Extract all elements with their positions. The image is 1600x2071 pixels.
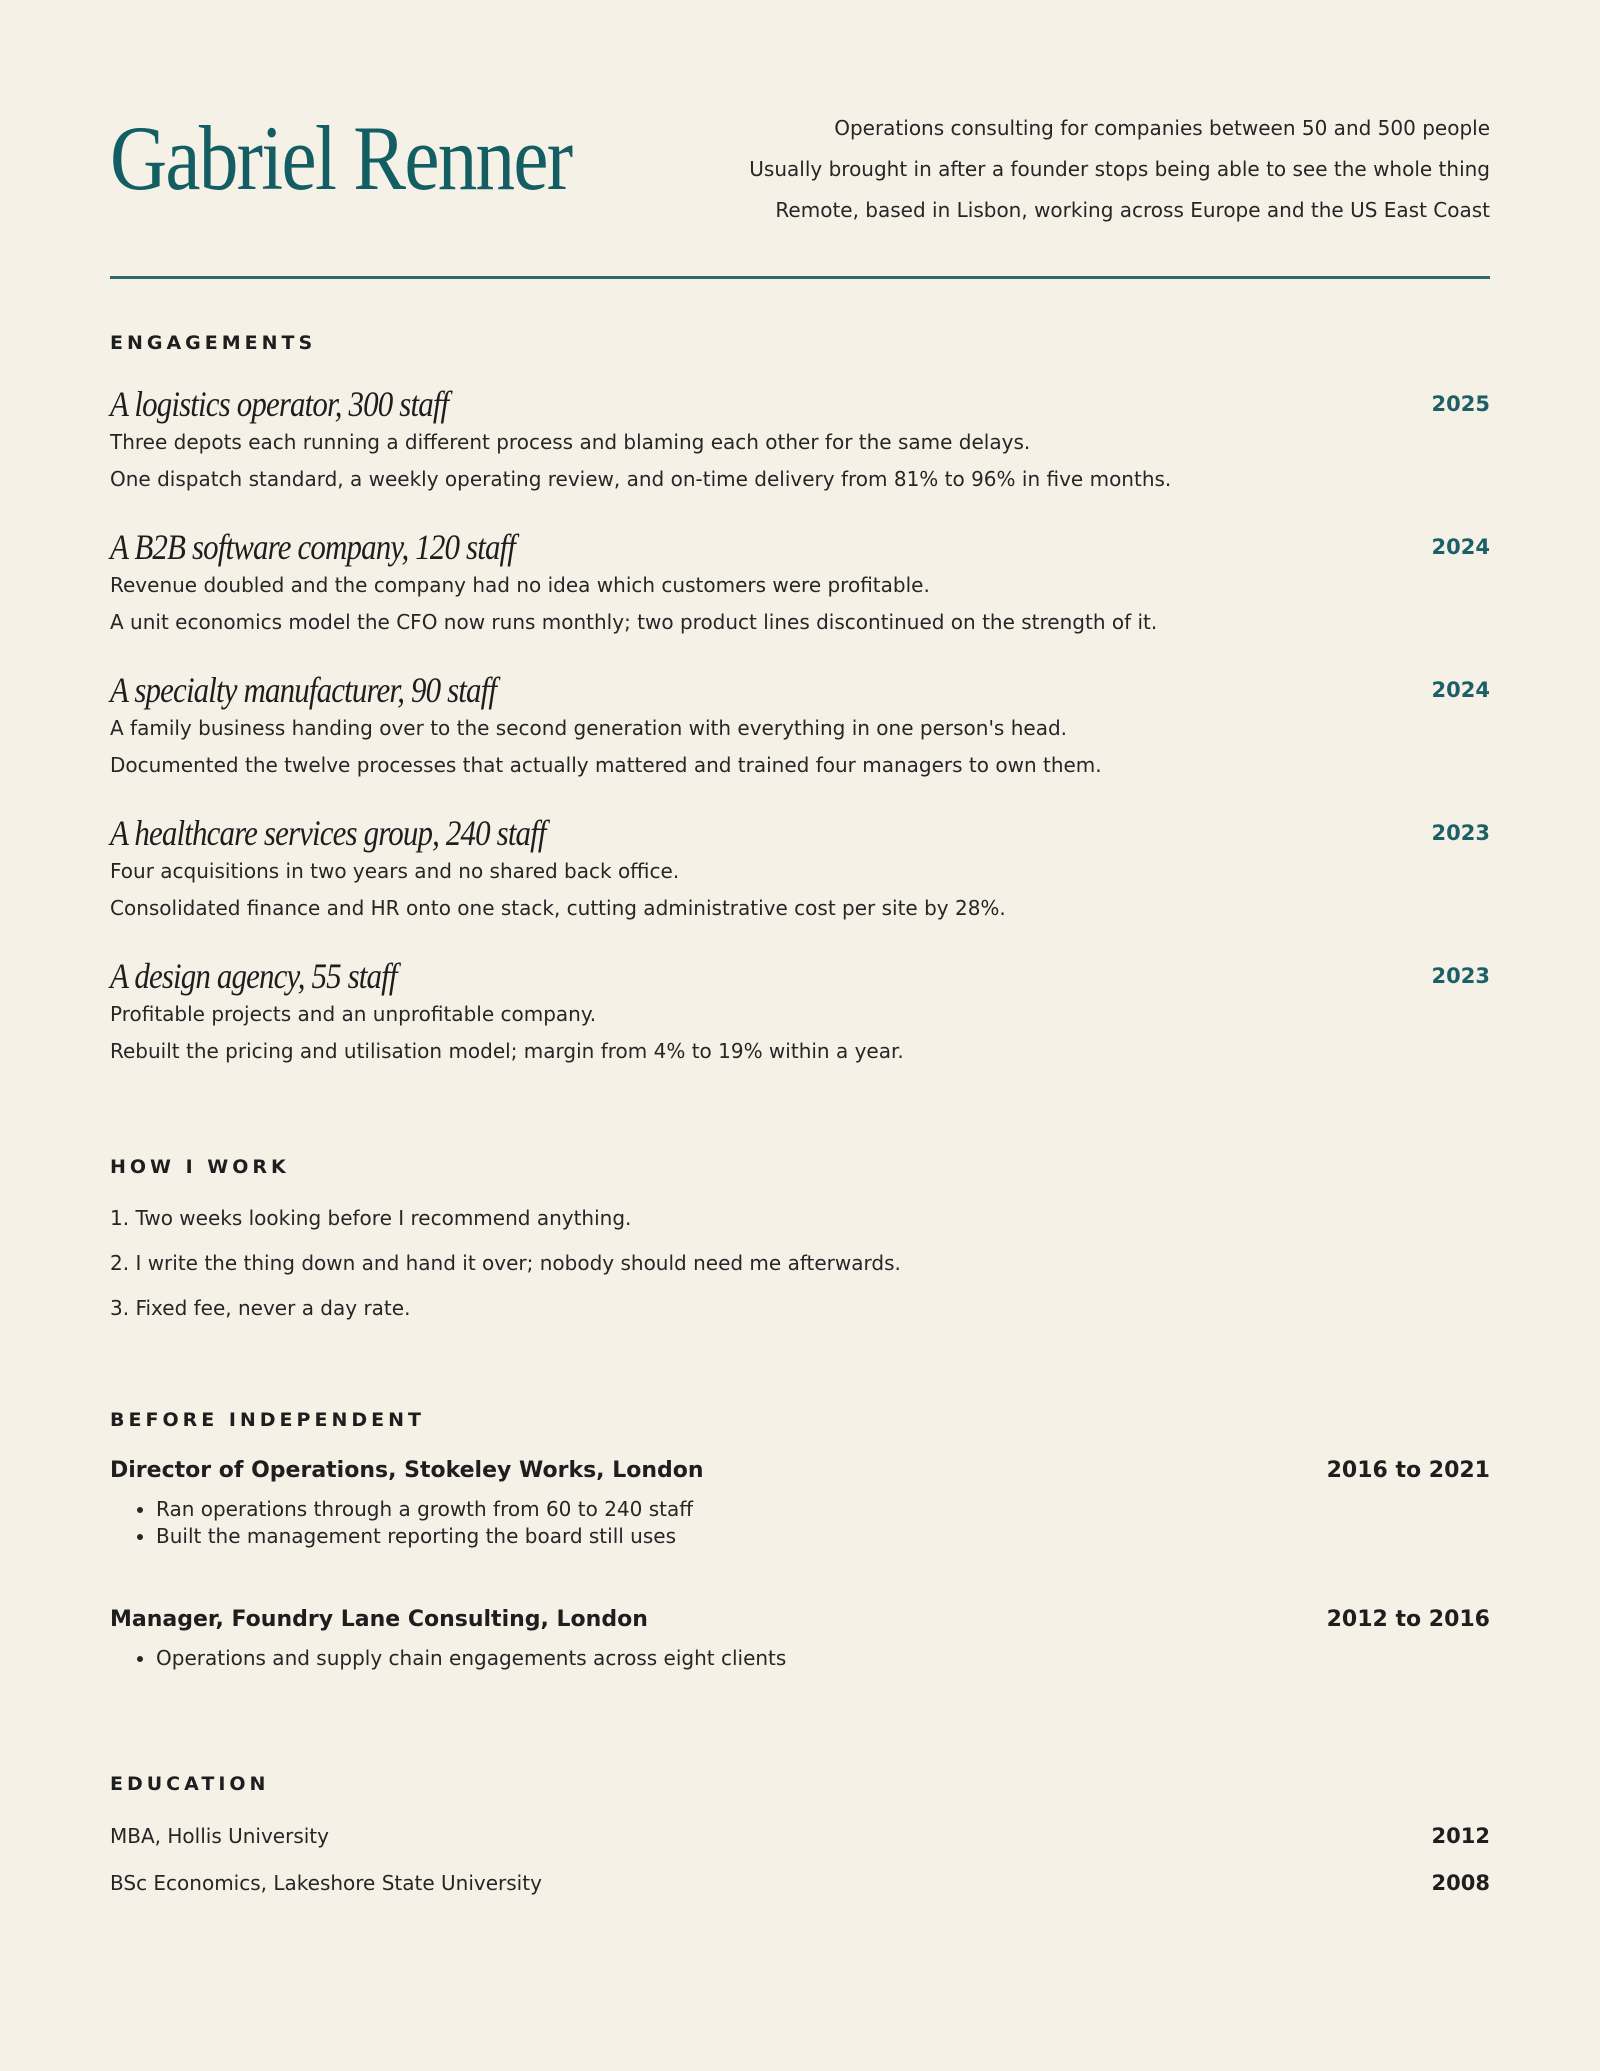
education-heading: EDUCATION [110,1773,270,1795]
job-dates: 2016 to 2021 [1326,1458,1490,1483]
job-bullet: • Operations and supply chain engagements across eight clients [156,1645,1490,1672]
header-divider [110,276,1490,279]
tagline-line: Operations consulting for companies between 50 and 500 people [834,116,1490,140]
engagement-title: A logistics operator, 300 staff [110,384,449,424]
engagement-year: 2023 [1431,821,1490,845]
engagements-heading: ENGAGEMENTS [110,332,317,354]
education-year: 2012 [1431,1824,1490,1848]
engagement-result: Consolidated finance and HR onto one stack, cutting administrative cost per site by 28%. [110,896,1006,920]
education-entry [110,1821,1490,1851]
engagement-year: 2023 [1431,964,1490,988]
engagement-item [110,384,1490,498]
engagement-item [110,956,1490,1070]
engagement-item [110,670,1490,784]
engagement-item [110,527,1490,641]
job-bullets [110,1496,1490,1550]
tagline [749,108,1490,231]
job-entry [110,1456,1490,1550]
engagement-result: One dispatch standard, a weekly operating review, and on-time delivery from 81% to 96% in five months. [110,467,1172,491]
how-i-work-heading: HOW I WORK [110,1156,290,1178]
engagement-problem: Four acquisitions in two years and no shared back office. [110,859,680,883]
job-bullets [110,1645,1490,1672]
engagement-title: A design agency, 55 staff [110,956,397,996]
education-degree: MBA, Hollis University [110,1824,329,1848]
education-degree: BSc Economics, Lakeshore State University [110,1871,542,1895]
education-year: 2008 [1431,1871,1490,1895]
engagement-year: 2024 [1431,678,1490,702]
engagement-title: A healthcare services group, 240 staff [110,813,546,853]
engagement-title: A specialty manufacturer, 90 staff [110,670,497,710]
engagement-problem: A family business handing over to the second generation with everything in one person's head. [110,716,1068,740]
tagline-line: Usually brought in after a founder stops being able to see the whole thing [749,157,1490,181]
work-principle: 2. I write the thing down and hand it over; nobody should need me afterwards. [110,1251,901,1275]
tagline-line: Remote, based in Lisbon, working across Europe and the US East Coast [775,198,1490,222]
engagement-problem: Revenue doubled and the company had no idea which customers were profitable. [110,573,930,597]
work-principle: 3. Fixed fee, never a day rate. [110,1296,411,1320]
job-bullet: • Ran operations through a growth from 60 to 240 staff [156,1496,1490,1523]
job-bullet: • Built the management reporting the board still uses [156,1523,1490,1550]
education-entry [110,1868,1490,1898]
engagement-result: Documented the twelve processes that actually mattered and trained four managers to own them. [110,753,1102,777]
engagement-year: 2024 [1431,535,1490,559]
engagement-result: Rebuilt the pricing and utilisation model; margin from 4% to 19% within a year. [110,1039,904,1063]
engagement-problem: Profitable projects and an unprofitable company. [110,1002,597,1026]
engagement-item [110,813,1490,927]
job-title: Manager, Foundry Lane Consulting, London [110,1607,648,1632]
engagement-result: A unit economics model the CFO now runs monthly; two product lines discontinued on the strength of it. [110,610,1158,634]
resume-header [110,0,1490,280]
resume-page [110,0,1490,1895]
engagement-year: 2025 [1431,392,1490,416]
job-dates: 2012 to 2016 [1326,1607,1490,1632]
engagement-problem: Three depots each running a different process and blaming each other for the same delays. [110,430,1031,454]
engagement-title: A B2B software company, 120 staff [110,527,516,567]
work-principle: 1. Two weeks looking before I recommend anything. [110,1206,632,1230]
job-entry [110,1605,1490,1672]
job-title: Director of Operations, Stokeley Works, London [110,1458,704,1483]
before-independent-heading: BEFORE INDEPENDENT [110,1409,425,1431]
person-name: Gabriel Renner [110,107,572,209]
